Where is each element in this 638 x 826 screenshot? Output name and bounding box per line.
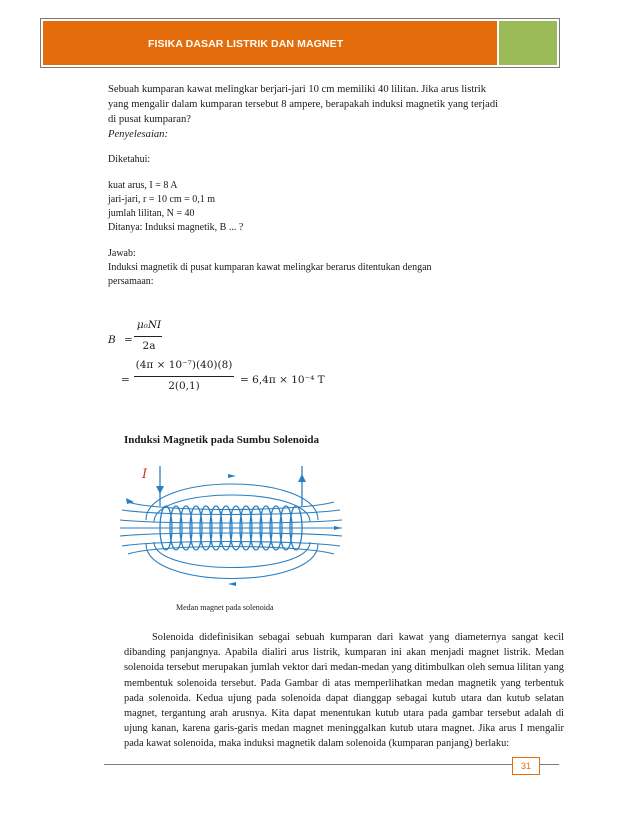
- header-side-block: [499, 21, 557, 65]
- fraction-1-bar: [134, 336, 162, 337]
- fraction-2-numerator: (4π × 10⁻⁷)(40)(8): [135, 359, 233, 371]
- known-item: jari-jari, r = 10 cm = 0,1 m: [108, 194, 216, 205]
- answer-line-2: persamaan:: [108, 276, 154, 287]
- solution-label: Penyelesaian:: [108, 129, 169, 140]
- known-label: Diketahui:: [108, 154, 151, 165]
- solenoid-field-figure: [118, 462, 344, 596]
- equation-result: = 6,4π × 10⁻⁴ T: [240, 374, 325, 386]
- page-header: [40, 18, 560, 68]
- problem-text: [108, 82, 568, 142]
- page-number: 31: [512, 757, 540, 775]
- section-heading: Induksi Magnetik pada Sumbu Solenoida: [124, 434, 320, 446]
- fraction-2-bar: [134, 376, 234, 377]
- header-title: FISIKA DASAR LISTRIK DAN MAGNET: [148, 38, 344, 50]
- known-item: jumlah lilitan, N = 40: [108, 208, 195, 219]
- known-item: Ditanya: Induksi magnetik, B ... ?: [108, 222, 244, 233]
- paragraph-text: Solenoida didefinisikan sebagai sebuah kumparan dari kawat yang diameternya sangat kecil dibanding panjangnya. Apabila dialiri arus listrik, kumparan ini akan menjadi magnet listrik. Medan solenoida tersebut merupakan jumlah vektor dari medan-medan yang ditimbulkan oleh semua lilitan yang membentuk solenoida tersebut. Pada Gambar di atas memperlihatkan medan magnetik yang terbentuk pada solenoida. Kedua ujung pada solenoida dapat dianggap sebagai kutub utara dan kutub selatan magnet, tergantung arah arusnya. Kita dapat menentukan kutub utara pada gambar tersebut adalah di ujung kanan, karena garis-garis medan magnet meninggalkan kutub utara magnet. Jika arus I mengalir pada kawat solenoida, maka induksi magnetik dalam solenoida (kumparan panjang) berlaku:: [124, 632, 564, 750]
- equation-lhs: B: [108, 334, 116, 346]
- equation-equals: =: [124, 334, 133, 346]
- known-list: [108, 179, 243, 235]
- answer-block: [108, 247, 432, 289]
- figure-caption: Medan magnet pada solenoida: [176, 603, 274, 612]
- fraction-1-denominator: 2a: [142, 340, 156, 352]
- footer-rule: [104, 764, 559, 765]
- problem-line-3: di pusat kumparan?: [108, 114, 191, 125]
- answer-line-1: Induksi magnetik di pusat kumparan kawat melingkar berarus ditentukan dengan: [108, 262, 432, 273]
- header-bar: [43, 21, 497, 65]
- fraction-2-denominator: 2(0,1): [168, 380, 200, 392]
- equation-equals-2: =: [121, 374, 130, 386]
- problem-line-1: Sebuah kumparan kawat melingkar berjari-jari 10 cm memiliki 40 lilitan. Jika arus listrik: [108, 84, 487, 95]
- answer-label: Jawab:: [108, 248, 136, 259]
- figure-current-label: I: [142, 467, 148, 482]
- known-item: kuat arus, I = 8 A: [108, 180, 178, 191]
- fraction-1-numerator: μ₀NI: [136, 319, 162, 331]
- problem-line-2: yang mengalir dalam kumparan tersebut 8 ampere, berapakah induksi magnetik yang terjadi: [108, 99, 499, 110]
- section-paragraph: [124, 630, 564, 752]
